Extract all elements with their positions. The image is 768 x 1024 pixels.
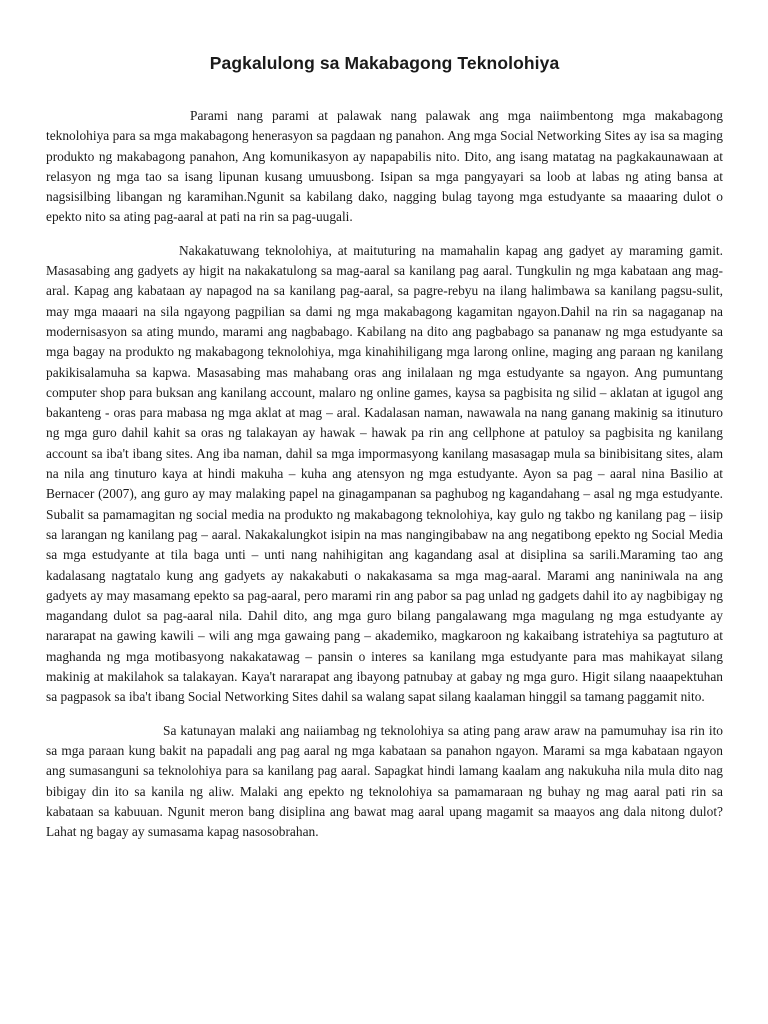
document-page (46, 50, 723, 855)
paragraph-1: Parami nang parami at palawak nang palawak ang mga naiimbentong mga makabagong teknolohiya para sa mga makabagong henerasyon sa pagdaan ng panahon. Ang mga Social Networking Sites ay isa sa maging produkto ng makabagong panahon, Ang komunikasyon ay napapabilis nito. Dito, ang isang matatag na pagkakaunawaan at relasyon ng mga tao sa isang lipunan kusang umuusbong. Isipan sa mga pangyayari sa loob at labas ng ating bansa at nagsisilbing libangan ng karamihan.Ngunit sa kabilang dako, nagging bulag tayong mga estudyante sa maaaring dulot o epekto nito sa ating pag-aaral at pati na rin sa pag-uugali. (46, 108, 723, 225)
document-title: Pagkalulong sa Makabagong Teknolohiya (209, 53, 560, 73)
paragraph-2: Nakakatuwang teknolohiya, at maituturing na mamahalin kapag ang gadyet ay maraming gamit. Masasabing ang gadyets ay higit na nakakatulong sa mag-aaral sa kanilang pag aaral. Tungkulin ng mga kabataan ang mag-aral. Kapag ang kabataan ay napagod na sa kanilang pag-aaral, sa pagre-rebyu na ilang halimbawa sa kanilang pagsu-sulit, may mga maaari na sila ngayong pagpilian sa dami ng mga makabagong kagamitan ngayon.Dahil na rin sa nagaganap na modernisasyon sa ating mundo, marami ang nagbabago. Kabilang na dito ang pagbabago sa pananaw ng mga estudyante sa mga bagay na produkto ng makabagong teknolohiya, mga kinahihiligang mga larong online, maging ang paraan ng kanilang pakikisalamuha sa kapwa. Masasabing mas mahabang oras ang inilalaan ng mga estudyante sa ngayon. Ang pumuntang computer shop para buksan ang kanilang account, malaro ng online games, kaysa sa pagbisita ng silid – aklatan at igugol ang bakanteng - oras para mabasa ng mga aklat at mag – aral. Kadalasan naman, nawawala na nang ganang makinig sa itinuturo ng mga guro dahil kahit sa oras ng talakayan ay hawak – hawak pa rin ang cellphone at patuloy sa pagbisita ng kanilang account sa iba't ibang sites. Ang iba naman, dahil sa mga impormasyong kanilang masasagap mula sa binibisitang sites, alam na nila ang tinuturo kaya at hindi makuha – kuha ang atensyon ng mga estudyante. Ayon sa pag – aaral nina Basilio at Bernacer (2007), ang guro ay may malaking papel na ginagampanan sa paghubog ng kagandahang – asal ng mga estudyante. Subalit sa pamamagitan ng social media na produkto ng makabagong teknolohiya, kay gulo ng takbo ng kanilang pag – iisip sa larangan ng kanilang pag – aaral. Nakakalungkot isipin na mas nangingibabaw na ang negatibong epekto ng Social Media sa mga estudyante at tila baga unti – unti nang nahihigitan ang kagandang asal at disiplina sa sarili.Maraming tao ang kadalasang nagtatalo kung ang gadyets ay nakakabuti o nakakasama sa mga mag-aaral. Marami ang naniniwala na ang gadyets ay may masamang epekto sa pag-aaral, pero marami rin ang pabor sa pag unlad ng gadgets dahil ito ay nagbibigay ng magandang dulot sa pag-aaral nila. Dahil dito, ang mga guro bilang pangalawang mga magulang ng mga estudyante ay nararapat na gawing kawili – wili ang mga gawaing pang – akademiko, magkaroon ng kakaibang istratehiya sa pagtuturo at maghanda ng mga motibasyong nakakatawag – pansin o interes sa kanilang mga estudyante para mas mahikayat silang makinig at makilahok sa talakayan. Kaya't nararapat ang ibayong patnubay at gabay ng mga guro. Higit silang naaapektuhan sa pagpasok sa iba't ibang Social Networking Sites dahil sa walang sapat silang kaalaman hinggil sa tamang paggamit nito. (46, 242, 723, 705)
paragraph-3: Sa katunayan malaki ang naiiambag ng teknolohiya sa ating pang araw araw na pamumuhay isa rin ito sa mga paraan kung bakit na papadali ang pag aaral ng mga kabataan sa panahon ngayon. Marami sa mga kabataan ngayon ang sumasanguni sa teknolohiya para sa kanilang pag aaral. Sapagkat hindi lamang kaalam ang nakukuha nila mula dito nag bibigay din ito sa kanila ng aliw. Malaki ang epekto ng teknolohiya sa pamamaraan ng buhay ng mag aaral pati rin sa kabataan sa kabuuan. Ngunit meron bang disiplina ang bawat mag aaral upang magamit sa maayos ang dala nitong dulot? Lahat ng bagay ay sumasama kapag nasosobrahan. (46, 722, 723, 840)
